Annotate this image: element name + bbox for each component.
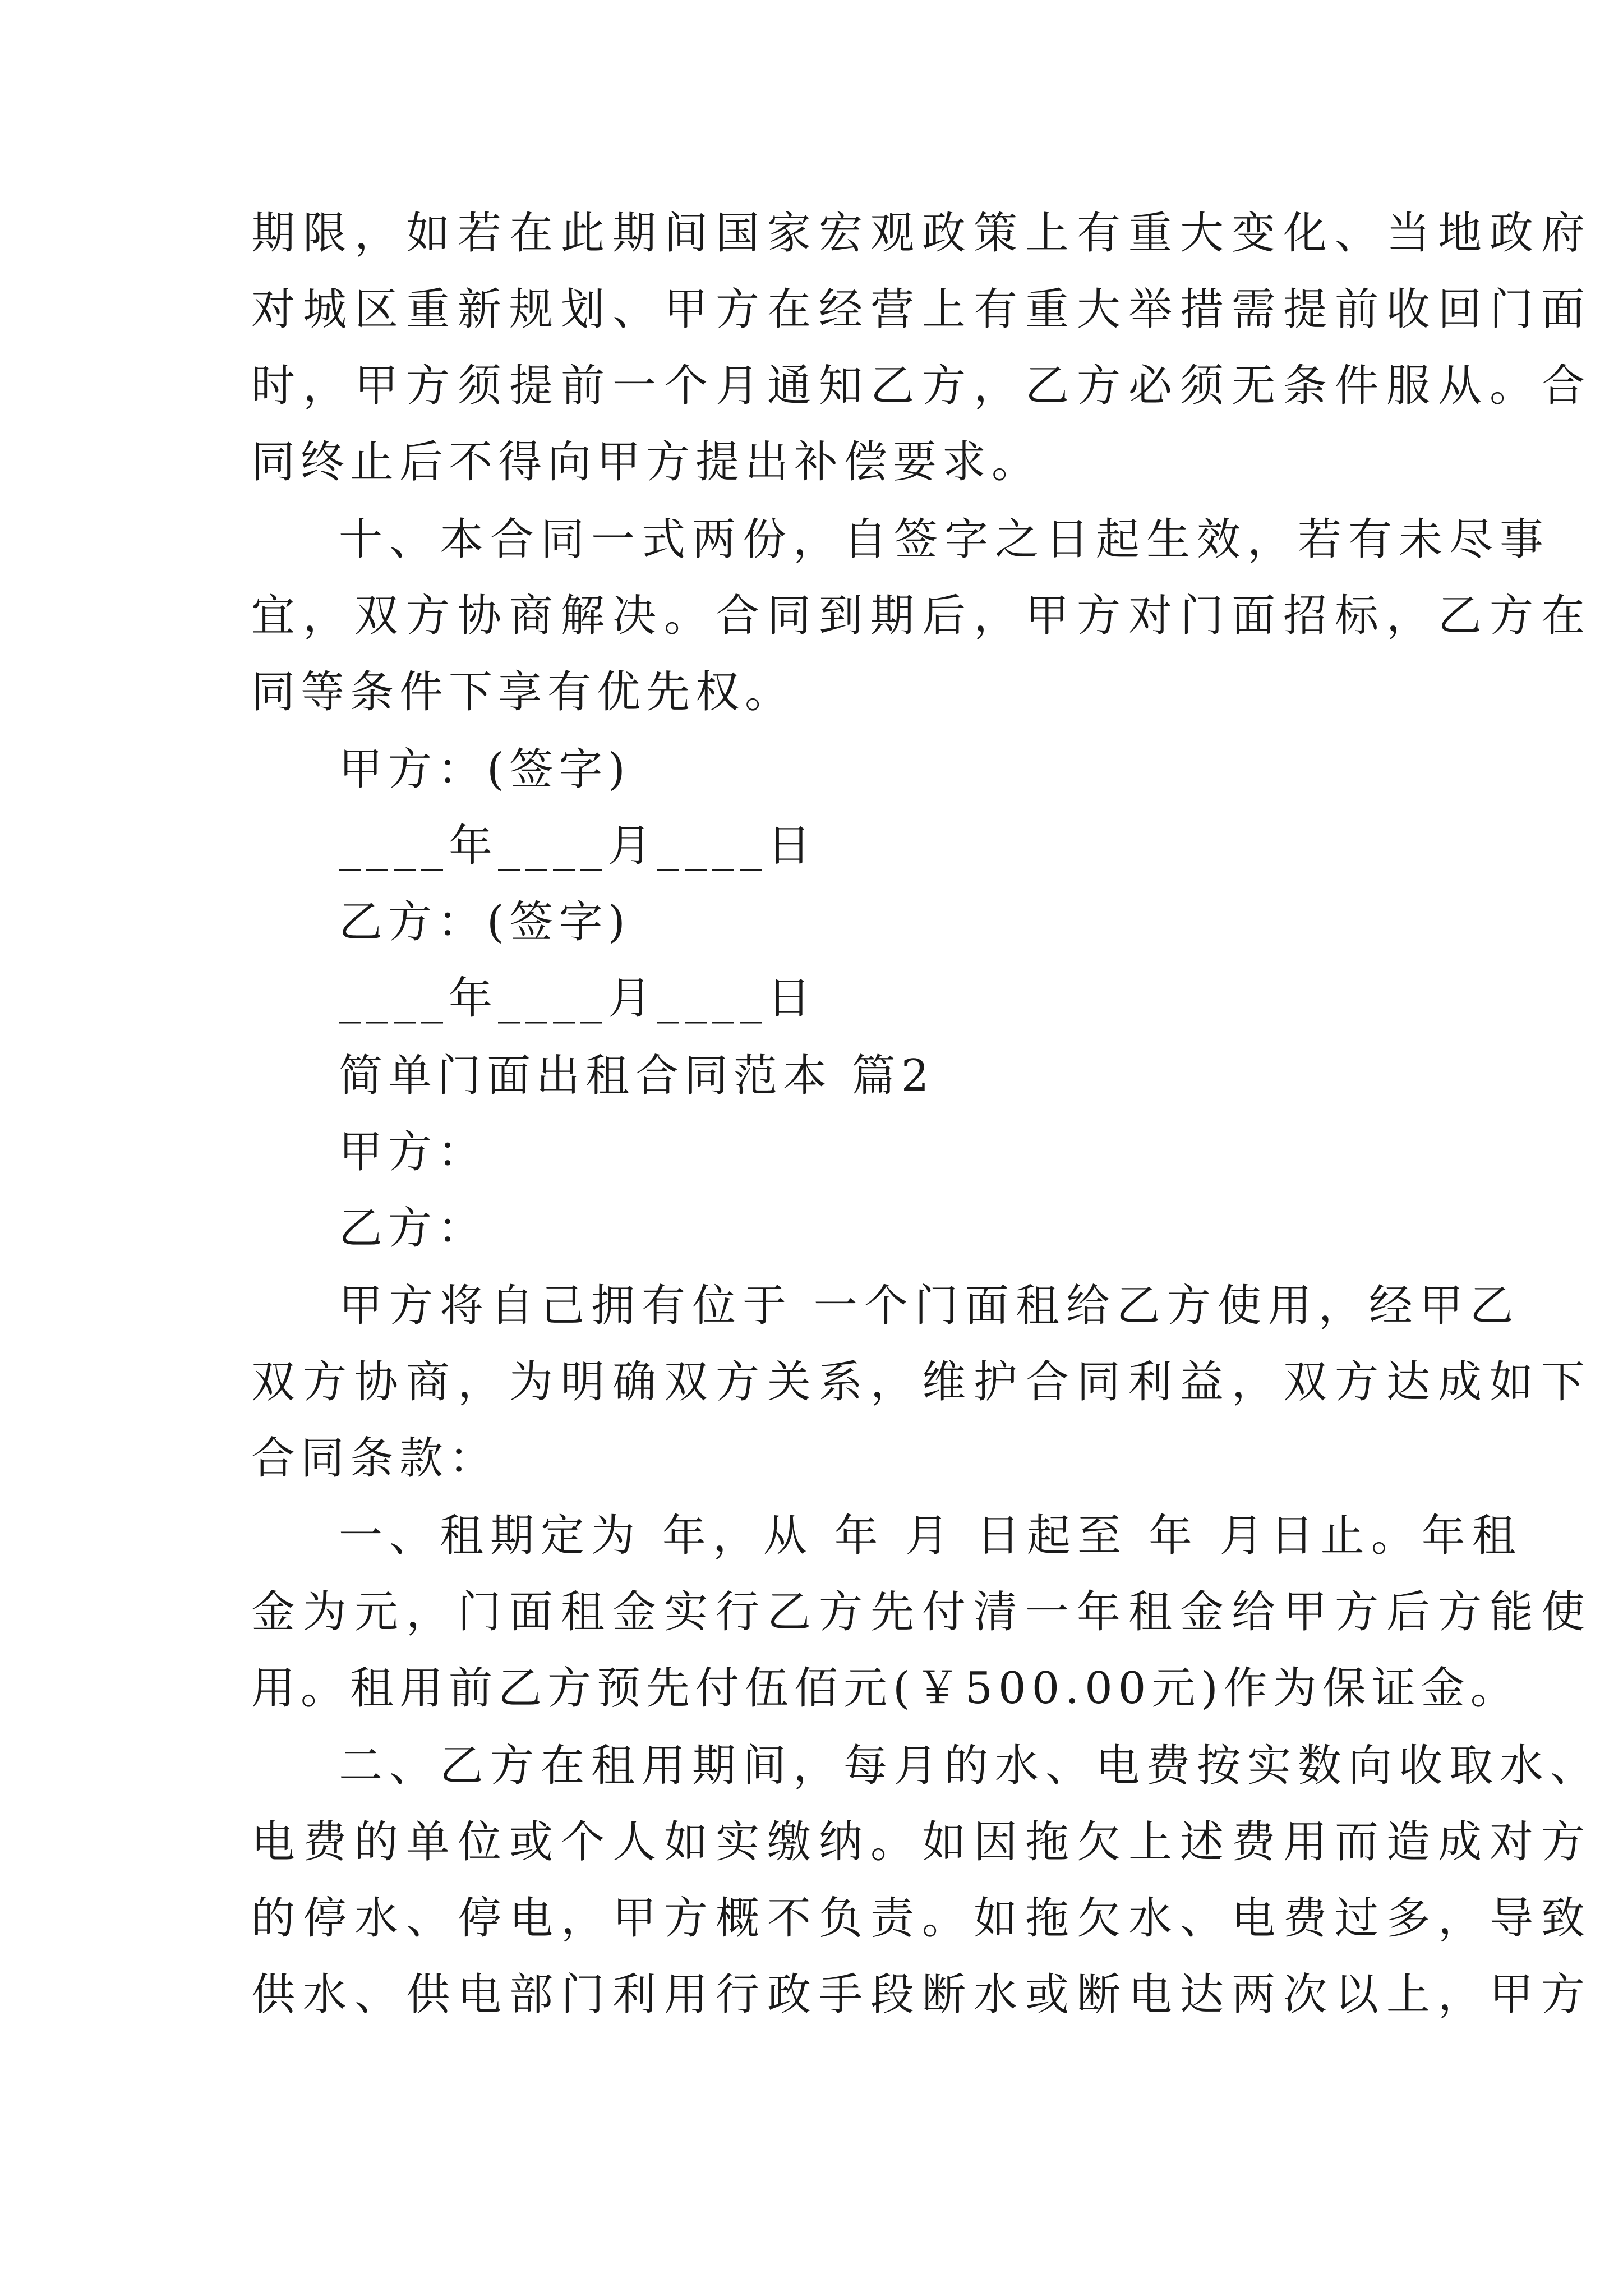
section-heading: 简单门面出租合同范本 篇2 (339, 1051, 935, 1101)
paragraph-line: 宜，双方协商解决。合同到期后，甲方对门面招标，乙方在 (251, 591, 1593, 641)
paragraph-line: 双方协商，为明确双方关系，维护合同利益，双方达成如下 (251, 1357, 1593, 1407)
paragraph-line: 期限，如若在此期间国家宏观政策上有重大变化、当地政府 (251, 208, 1593, 259)
party-b-date: ____年____月____日 (339, 973, 817, 1024)
paragraph-line: 金为元，门面租金实行乙方先付清一年租金给甲方后方能使 (251, 1587, 1593, 1637)
party-a-label: 甲方： (339, 1127, 487, 1177)
paragraph-line: 同等条件下享有优先权。 (251, 667, 795, 717)
paragraph-line: 供水、供电部门利用行政手段断水或断电达两次以上，甲方 (251, 1970, 1593, 2020)
clause-two-line: 二、乙方在租用期间，每月的水、电费按实数向收取水、 (339, 1741, 1601, 1791)
paragraph-line: 合同条款： (251, 1433, 499, 1484)
paragraph-line: 电费的单位或个人如实缴纳。如因拖欠上述费用而造成对方 (251, 1817, 1593, 1867)
party-a-signature: 甲方：(签字) (339, 744, 631, 795)
clause-one-line: 一、租期定为 年，从 年 月 日起至 年 月日止。年租 (339, 1511, 1523, 1561)
intro-line: 甲方将自己拥有位于 一个门面租给乙方使用，经甲乙 (339, 1281, 1520, 1331)
party-b-label: 乙方： (339, 1203, 487, 1254)
clause-ten-line: 十、本合同一式两份，自签字之日起生效，若有未尽事 (339, 514, 1551, 565)
paragraph-line: 时，甲方须提前一个月通知乙方，乙方必须无条件服从。合 (251, 361, 1593, 411)
paragraph-line: 对城区重新规划、甲方在经营上有重大举措需提前收回门面 (251, 284, 1593, 335)
party-a-date: ____年____月____日 (339, 821, 817, 871)
paragraph-line: 的停水、停电，甲方概不负责。如拖欠水、电费过多，导致 (251, 1893, 1593, 1944)
paragraph-line: 用。租用前乙方预先付伍佰元(￥500.00元)作为保证金。 (251, 1663, 1520, 1714)
paragraph-line: 同终止后不得向甲方提出补偿要求。 (251, 437, 1041, 487)
party-b-signature: 乙方：(签字) (339, 897, 631, 947)
